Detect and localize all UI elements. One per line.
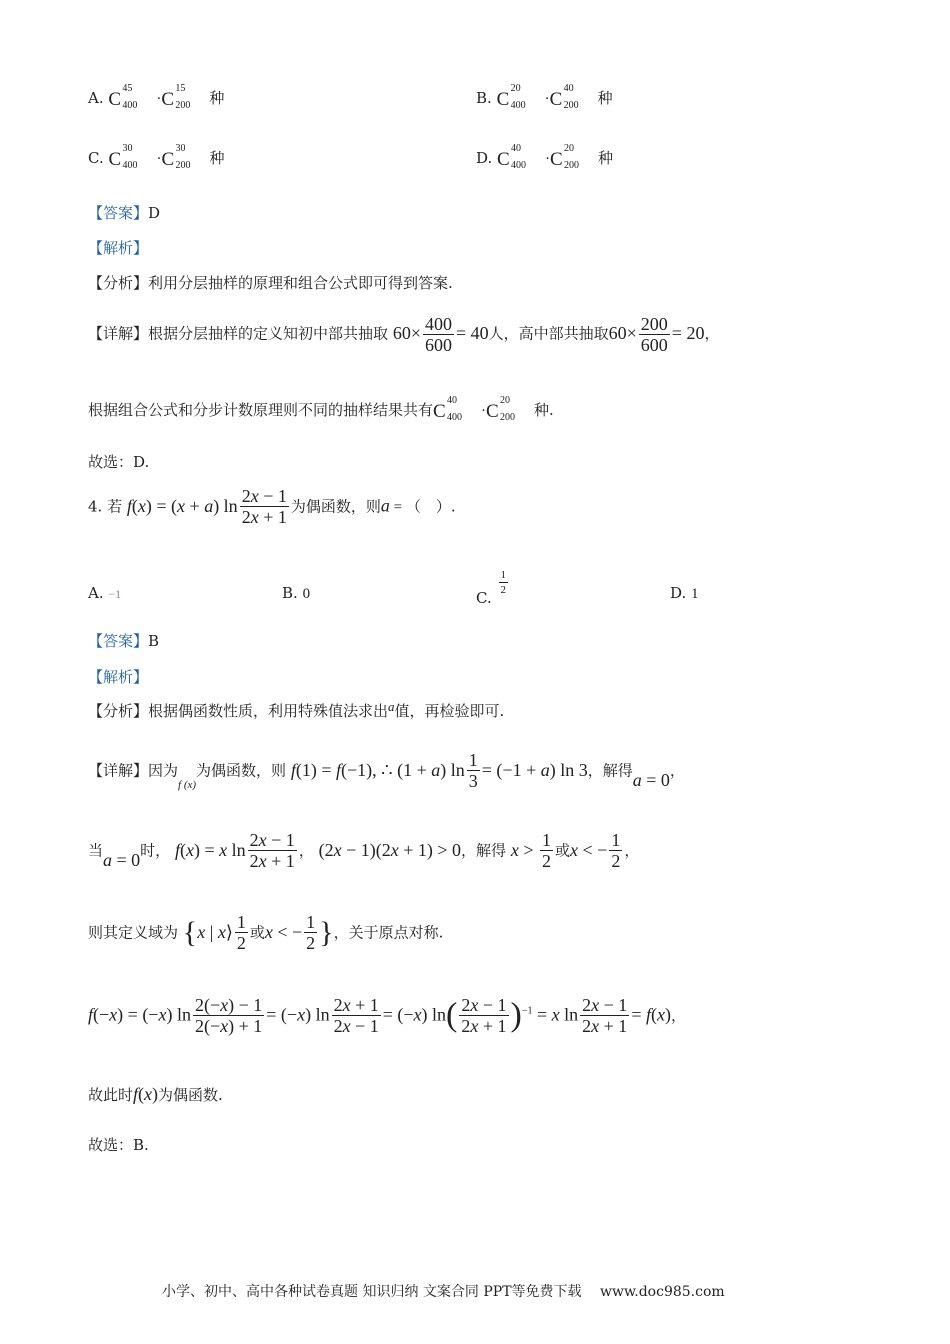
- detail-text: ，关于原点对称.: [333, 923, 444, 942]
- footer-text: 小学、初中、高中各种试卷真题 知识归纳 文案合同 PPT等免费下载: [162, 1284, 582, 1300]
- option-value: −1: [108, 587, 122, 601]
- detail-text: 或: [555, 841, 571, 860]
- detail-text: 种.: [534, 401, 554, 419]
- detail-text: 时，: [140, 841, 171, 860]
- formula-junior: 60× $\frac{400}{600}$ = 40: [392, 314, 489, 355]
- detail-text: ，解得: [587, 761, 633, 780]
- detail-text: 为偶函数，则: [196, 761, 287, 780]
- option-label: D.: [670, 584, 687, 602]
- q4-analysis-tag: 【解析】: [88, 668, 149, 686]
- option-label: B.: [476, 89, 492, 107]
- q4-stem: 4. 若 f(x) = (x + a) ln $\frac{2x - 1}{2x + 1}$ 为偶函数，则a = （ ）.: [88, 486, 456, 527]
- option-value: 0: [302, 586, 311, 602]
- q4-detail-line1: 【详解】因为$_{f (x)}$为偶函数，则 f(1) = f(−1), ∴ (1 + a) ln $\frac{1}{3}$ = (−1 + a) ln 3，解得a = 0，: [88, 750, 685, 791]
- detail-text: 根据组合公式和分步计数原理则不同的抽样结果共有: [88, 401, 434, 419]
- punct: ，: [669, 761, 685, 780]
- combination: C 20 400: [496, 83, 526, 111]
- detail-text: 或: [249, 923, 265, 942]
- detail-text: 因为: [148, 761, 179, 780]
- detail-text: 当: [88, 841, 104, 860]
- q4-option-b: [282, 584, 310, 603]
- unit: 种: [209, 89, 225, 107]
- punct: ，: [298, 841, 314, 860]
- q4-verification: f(−x) = (−x) ln $\frac{2(-x) - 1}{2(-x) + 1}$ = (−x) ln $\frac{2x + 1}{2x - 1}$ = (−x) ln( $\frac{2x - 1}{2x + 1}$ )$^{-1}$ = x ln $\frac{2x - 1}{2x + 1}$ = f(x)，: [88, 995, 686, 1036]
- fenxi-text: 值，再检验即可.: [394, 702, 505, 720]
- fenxi-text: 根据偶函数性质，利用特殊值法求出: [148, 702, 389, 720]
- combination: C 15 200: [161, 83, 191, 111]
- q4-option-c: [476, 568, 510, 607]
- combination: C 20 200: [486, 395, 516, 423]
- option-label: A.: [88, 89, 104, 107]
- q3-analysis-tag: 【解析】: [88, 239, 149, 257]
- q4-f-simplified: f(x) = x ln $\frac{2x - 1}{2x + 1}$: [174, 830, 295, 871]
- option-label: D.: [476, 149, 493, 167]
- stem-text: （ ）.: [405, 497, 456, 516]
- answer-tag: 【答案】: [88, 632, 149, 650]
- q4-function: f(x) = (x + a) ln $\frac{2x - 1}{2x + 1}$: [126, 486, 287, 527]
- q3-detail-line2: 根据组合公式和分步计数原理则不同的抽样结果共有 C 40 400 · C 20 200 种.: [88, 395, 554, 423]
- answer-value: B: [148, 632, 160, 650]
- detail-text: 则其定义域为: [88, 923, 179, 942]
- fenxi-tag: 【分析】: [88, 274, 149, 292]
- option-value-half: $\frac{1}{2}$: [500, 569, 506, 596]
- q4-option-a: [88, 584, 121, 602]
- fenxi-tag: 【分析】: [88, 702, 149, 720]
- detail-text: 根据分层抽样的定义知初中部共抽取: [148, 324, 389, 343]
- detail-text: 为偶函数.: [158, 1086, 223, 1104]
- detail-tag: 【详解】: [88, 761, 149, 780]
- formula-senior: 60× $\frac{200}{600}$ = 20: [608, 314, 705, 355]
- answer-value: D: [148, 204, 161, 222]
- q4-special-value: f(1) = f(−1), ∴ (1 + a) ln $\frac{1}{3}$ = (−1 + a) ln 3: [290, 750, 588, 791]
- q4-domain-line: 则其定义域为 {x | x⟩ $\frac{1}{2}$ 或x < − $\frac{1}{2}$ }，关于原点对称.: [88, 912, 444, 953]
- q3-option-d: D. C 40 400 · C 20 200 种: [476, 143, 614, 171]
- option-label: C.: [88, 149, 104, 167]
- combination: C 40 200: [549, 83, 579, 111]
- footer-link[interactable]: www.doc985.com: [599, 1284, 725, 1300]
- unit: 种: [598, 149, 614, 167]
- q4-guxuan: 故选：B.: [88, 1136, 149, 1154]
- q4-fenxi: 【分析】根据偶函数性质，利用特殊值法求出a值，再检验即可.: [88, 699, 505, 720]
- combination: C 20 200: [550, 143, 580, 171]
- q3-option-b: B. C 20 400 · C 40 200 种: [476, 83, 613, 111]
- q4-detail-line2: 当a = 0时， f(x) = x ln $\frac{2x - 1}{2x + 1}$ ， (2x − 1)(2x + 1) > 0，解得 x > $\frac{1}{2}$ 或x < − $\frac{1}{2}$ ，: [88, 830, 640, 871]
- footer: [162, 1281, 725, 1301]
- detail-text: 故此时: [88, 1086, 134, 1104]
- option-value: 1: [691, 586, 699, 602]
- combination: C 30 400: [108, 143, 138, 171]
- option-label: A.: [88, 584, 104, 602]
- q3-option-c: C. C 30 400 · C 30 200 种: [88, 143, 225, 171]
- q3-option-a: A. C 45 400 · C 15 200 种: [88, 83, 225, 111]
- combination: C 45 400: [108, 83, 138, 111]
- detail-text: ，解得: [461, 841, 507, 860]
- option-label: C.: [476, 588, 492, 607]
- detail-tag: 【详解】: [88, 324, 149, 343]
- stem-text: 为偶函数，则: [290, 497, 381, 516]
- unit: 种: [597, 89, 613, 107]
- option-label: B.: [282, 584, 298, 602]
- q3-guxuan: 故选：D.: [88, 453, 150, 471]
- q4-option-d: [670, 584, 699, 603]
- q3-detail-line1: [88, 314, 719, 355]
- q3-answer: [88, 202, 160, 223]
- q4-conclusion: 故此时f(x)为偶函数.: [88, 1084, 223, 1104]
- combination: C 30 200: [161, 143, 191, 171]
- detail-text: 人，高中部共抽取: [488, 324, 609, 343]
- q4-domain-set: {x | x⟩ $\frac{1}{2}$: [182, 912, 246, 953]
- punct: ，: [704, 324, 720, 343]
- punct: ，: [624, 841, 640, 860]
- combination: C 40 400: [497, 143, 527, 171]
- fenxi-text: 利用分层抽样的原理和组合公式即可得到答案.: [148, 274, 453, 292]
- q4-answer: [88, 630, 159, 651]
- q4-inequality: (2x − 1)(2x + 1) > 0: [318, 839, 462, 860]
- question-number: 4. 若: [88, 497, 123, 516]
- answer-tag: 【答案】: [88, 204, 149, 222]
- unit: 种: [209, 149, 225, 167]
- combination: C 40 400: [433, 395, 463, 423]
- q3-fenxi: [88, 272, 453, 293]
